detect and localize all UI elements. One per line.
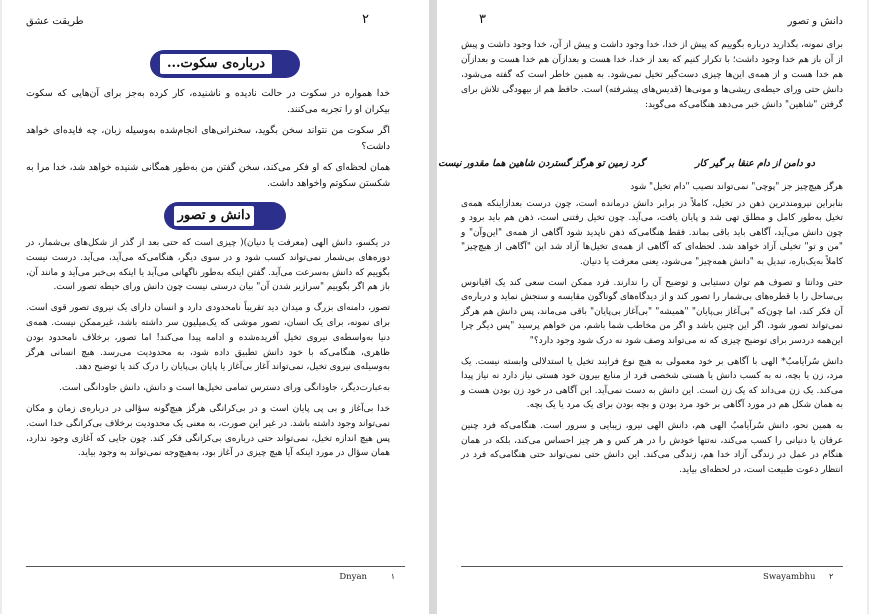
paragraph: خدا همواره در سکوت در حالت نادیده و ناشنیده، کار کرده به‌جز برای آن‌هایی که سکوت بیکران او را تجربه می‌کنند. <box>26 88 390 115</box>
right-page-header <box>461 12 843 30</box>
paragraph: برای نمونه، بگذارید درباره بگوییم که پیش از خدا، خدا وجود داشت و پیش از آن، خدا وجود داشت و پیش از آن باز هم خدا وجود داشت؛ با تکرار کنیم که بعد از خدا، خدا هست و بعدازآن هم خدا هست و بعدازآن هم خدا هست و از همه‌ی این‌ها چیزی دست‌گیر تخیل نمی‌شود. به همین خاطر است که گفته می‌شود، دانش حتی ورای حیطه‌ی ریشی‌ها و مونی‌ها (قدیس‌های پیشرفته) است. حافظ هم از بیهودگی تلاش برای گرفتن "شاهین" دانش خبر می‌دهد هنگامی‌که می‌گوید: <box>461 40 843 110</box>
silence-section-banner <box>150 50 300 78</box>
left-page-footer <box>2 568 429 588</box>
paragraph: خدا بی‌آغاز و بی پی پایان است و در بی‌کرانگی هرگز هیچ‌گونه سؤالی در درباره‌ی زمان و مکان نمی‌تواند وجود داشته باشد. در غیر این صورت، به معنی یک محدودیت برخلاف بی‌کرانگی خدا است. پس هیچ اندازه تخیل، نمی‌تواند حتی درباره‌ی بی‌کرانگی فکر کند. چون جایی که آغازی وجود ندارد، همان سؤال در مورد اینکه آیا هیچ چیزی در آغاز بود، به‌هیچ‌وجه نمی‌تواند به وجود بیاید. <box>26 403 390 459</box>
knowledge-section-body <box>26 236 390 467</box>
left-page <box>2 0 429 614</box>
right-footer-number: ۲ <box>829 572 834 581</box>
verse-line-1: دو دامن از دام عنقا بر گیر کار <box>695 158 815 169</box>
right-main-body <box>461 180 843 483</box>
footer-rule <box>461 566 843 567</box>
paragraph: تصور، دامنه‌ای بزرگ و میدان دید تقریباً نامحدودی دارد و انسان دارای یک نیروی تصور قوی است. برای نمونه، برای یک انسان، تصور موشی که یک‌میلیون سر داشته باشد، غیرممکن نیست. همه‌ی دنیا به‌واسطه‌ی نیروی تخیل آفریده‌شده و ادامه پیدا می‌کند! اما تصور، برخلاف نامحدود بودن ظاهری، هنگامی‌که با خود دانش تطبیق داده شود، به محدودیت می‌رسد. هیچ انسانی هرگز به‌وسیله‌ی نیروی تخیل، نمی‌تواند آغاز بی‌آغاز یا پایان بی‌پایان را درک کند یا توضیح دهد. <box>26 303 390 373</box>
left-page-header <box>26 12 405 30</box>
verse-line-2: گرد زمین تو هرگز گستردن شاهین هما مقدور نیست <box>438 158 645 169</box>
paragraph: همان لحظه‌ای که او فکر می‌کند، سخن گفتن من به‌طور همگانی شنیده خواهد شد، خدا مرا به شکستن سکوتم واخواهد داشت. <box>26 162 390 189</box>
paragraph: بنابراین نیرومندترین ذهن در تخیل، کاملاً در برابر دانش درمانده است، چون درست بعدازاینکه همه‌ی تخیل به‌طور کامل و مطلق تهی شد و پایان یافت، می‌آید. چون تخیل رفتنی است، ذهن هم باید برود و چون دانش می‌آید، آگاهی باید باقی بماند. فقط هنگامی‌که ذهن ناپدید شود آگاهی از همه‌ی "این‌وآن" و "من و تو" تخیلی آزاد خواهد شد. لحظه‌ای که آگاهی از همه‌ی تخیل‌ها آزاد شد این "آگاهی از هیچ‌چیز" کاملاً به‌یک‌باره، تبدیل به "دانش همه‌چیز" می‌شود، یعنی معرفت یا دنیان. <box>461 198 843 267</box>
right-page-number: ۳ <box>479 12 486 27</box>
paragraph: اگر سکوت من نتواند سخن بگوید، سخنرانی‌های انجام‌شده به‌وسیله زبان، چه فایده‌ای خواهد داشت؟ <box>26 125 390 152</box>
right-footer-name: Swayambhu <box>763 572 816 582</box>
silence-section-heading: درباره‌ی سکوت... <box>160 54 272 74</box>
footer-rule <box>26 566 405 567</box>
paragraph: هرگز هیچ‌چیز جز "پوچی" نمی‌تواند نصیب "دام تخیل" شود <box>630 182 843 192</box>
left-header-title: طریقت عشق <box>26 16 84 27</box>
paragraph: حتی ودانتا و تصوف هم توان دستیابی و توضیح آن را ندارند. فرد ممکن است سعی کند یک اقیانوس بی‌ساحل را با قطره‌های بی‌شمار را تصور کند و از دیدگاه‌های گوناگون مقایسه و سنجش نماید و درباره‌ی آن فکر کند، اما چون‌که "بی‌آغاز بی‌پایان" "همیشه" "بی‌آغاز بی‌پایان" باقی می‌ماند، پس دانش هم هرگز نمی‌تواند تصور شود. اگر این چنین باشد و اگر من مخاطب شما باشم، من خواهم پرسید "پس دیگر چرا این‌همه دردسر برای توضیح چیزی که نه می‌تواند وصف شود نه درک شود وجود دارد؟" <box>461 277 843 346</box>
right-intro-body <box>461 38 843 115</box>
knowledge-section-heading: دانش و تصور <box>174 206 254 226</box>
left-footer-number: ۱ <box>390 572 395 581</box>
paragraph: به همین نحو، دانش سُرآیامبُ الهی هم، دانش الهی نیرو، زیبایی و سرور است. هنگامی‌که فرد چنین عرفان یا دنیانی را کسب می‌کند، نه‌تنها خودش را در هر کس و هر چیز احساس می‌کند، بلکه در همان هنگام در عمل در زندگی آزاد خدا هم، زندگی می‌کند. این دانش حتی نمی‌تواند حتی هنگامی‌که فرد در انتظار دعوت طبیعت است، در لحظه‌ای بیاید. <box>461 420 843 475</box>
paragraph: در یکسو، دانش الهی (معرفت یا دنیان)( چیزی است که حتی بعد از گذر از شکل‌های بی‌شمار، در دوره‌های بی‌شمار نمی‌تواند کسب شود و در سوی دیگر، هنگامی‌که می‌آید، می‌آید. درست نیست بگوییم که دانش به‌سرعت می‌آید. گفتن اینکه به‌طور ناگهانی می‌آید یا اینکه بی‌خبر می‌آید و مانند آن، باز هم اگر بگوییم "سرازیر شدن آن" بیان درستی نیست چون دانش ورای حیطه تصور است. <box>26 238 390 293</box>
right-page <box>437 0 867 614</box>
paragraph: دانش سُرآیامبُ* الهی با آگاهی بر خود معمولی به هیچ نوع فرایند تخیل یا استدلالی وابسته نیست. یک مرد، زن یا بچه، نه به کسب دانش یا هستی شخصی فرد از منابع بیرون خود هستی نیاز دارد نه نیاز پیدا می‌کند. یک زن می‌داند که یک زن است. این دانش به دست نمی‌آید. این آگاهی در خود زن بودن هست و به همان شکل هم در مورد آگاهی بر خود مرد بودن و بچه بودن برای یک مرد یا یک بچه. <box>461 356 843 411</box>
left-page-number: ۲ <box>362 12 369 27</box>
left-footer-name: Dnyan <box>339 572 367 582</box>
knowledge-section-banner <box>164 202 286 230</box>
right-page-footer <box>437 568 867 588</box>
book-gutter <box>429 0 437 614</box>
silence-section-body <box>26 86 390 197</box>
paragraph: به‌عبارت‌دیگر، جاودانگی ورای دسترس تمامی تخیل‌ها است و دانش، دانش جاودانگی است. <box>59 383 390 394</box>
right-header-title: دانش و تصور <box>787 16 843 27</box>
